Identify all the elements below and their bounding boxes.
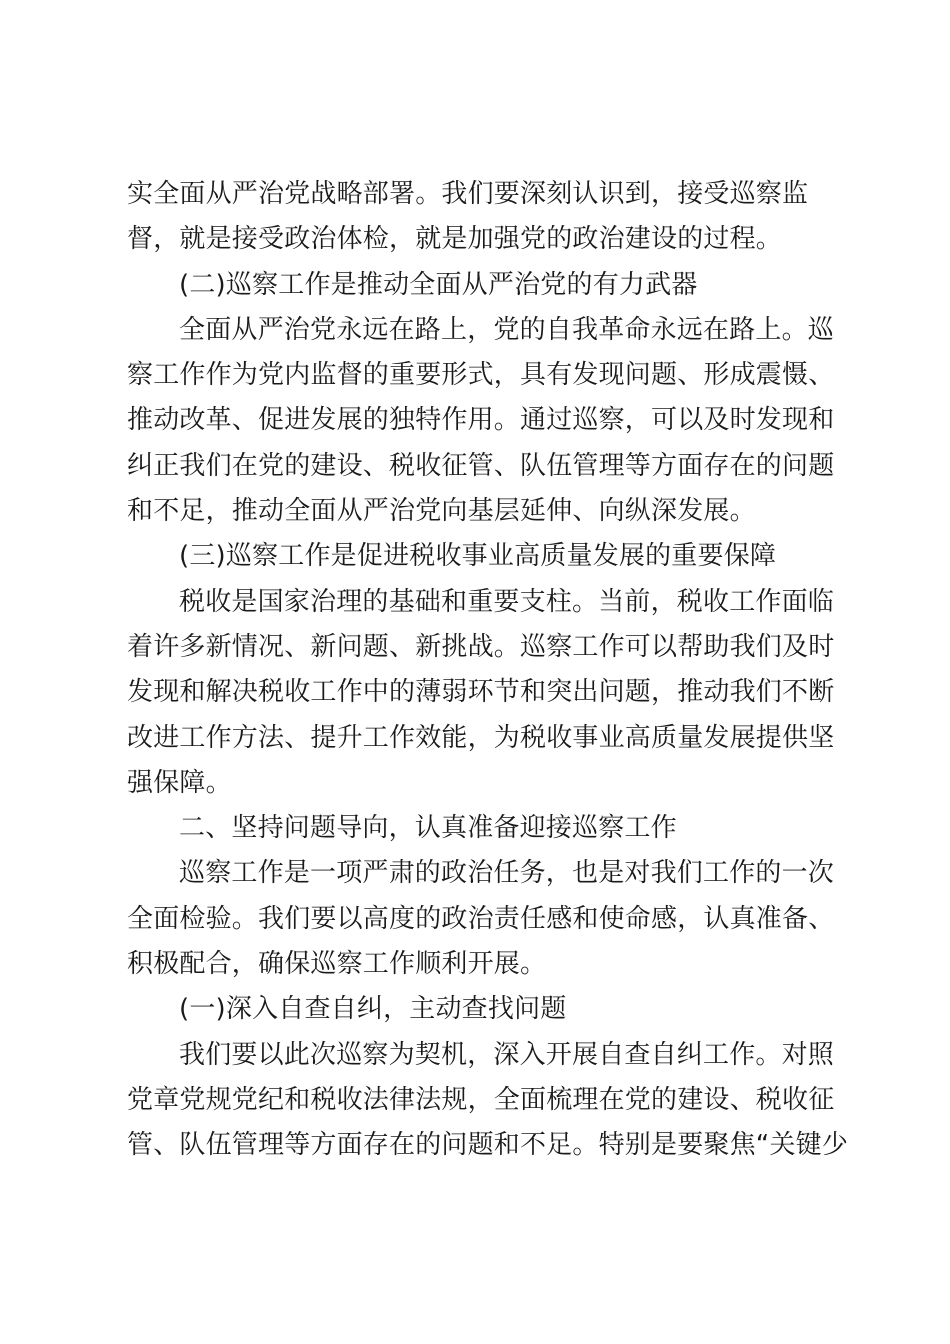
section-heading: (二)巡察工作是推动全面从严治党的有力武器 (179, 269, 698, 300)
section-heading: 二、坚持问题导向，认真准备迎接巡察工作 (179, 813, 677, 844)
section-heading: (三)巡察工作是促进税收事业高质量发展的重要保障 (179, 541, 777, 572)
text-line: 巡察工作是一项严肃的政治任务，也是对我们工作的一次 (179, 858, 835, 889)
text-line: 发现和解决税收工作中的薄弱环节和突出问题，推动我们不断 (127, 677, 835, 708)
text-line: 全面检验。我们要以高度的政治责任感和使命感，认真准备、 (127, 903, 835, 934)
text-line: 税收是国家治理的基础和重要支柱。当前，税收工作面临 (179, 586, 835, 617)
text-line: 改进工作方法、提升工作效能，为税收事业高质量发展提供坚 (127, 722, 835, 753)
document-body (127, 172, 849, 1169)
text-line: 我们要以此次巡察为契机，深入开展自查自纠工作。对照 (179, 1039, 835, 1070)
text-line: 实全面从严治党战略部署。我们要深刻认识到，接受巡察监 (127, 179, 809, 209)
text-line: 推动改革、促进发展的独特作用。通过巡察，可以及时发现和 (127, 405, 835, 436)
text-line: 督，就是接受政治体检，就是加强党的政治建设的过程。 (127, 224, 783, 255)
section-heading: (一)深入自查自纠，主动查找问题 (179, 994, 567, 1025)
text-line: 察工作作为党内监督的重要形式，具有发现问题、形成震慑、 (127, 360, 835, 391)
text-line: 着许多新情况、新问题、新挑战。巡察工作可以帮助我们及时 (127, 631, 835, 662)
text-line: 党章党规党纪和税收法律法规，全面梳理在党的建设、税收征 (127, 1084, 835, 1115)
text-line: 积极配合，确保巡察工作顺利开展。 (127, 949, 547, 980)
text-line: 和不足，推动全面从严治党向基层延伸、向纵深发展。 (127, 496, 756, 527)
text-line: 纠正我们在党的建设、税收征管、队伍管理等方面存在的问题 (127, 450, 835, 481)
text-line: 管、队伍管理等方面存在的问题和不足。特别是要聚焦“关键少 (127, 1130, 849, 1161)
text-line: 全面从严治党永远在路上，党的自我革命永远在路上。巡 (179, 314, 835, 345)
text-line: 强保障。 (127, 767, 232, 798)
